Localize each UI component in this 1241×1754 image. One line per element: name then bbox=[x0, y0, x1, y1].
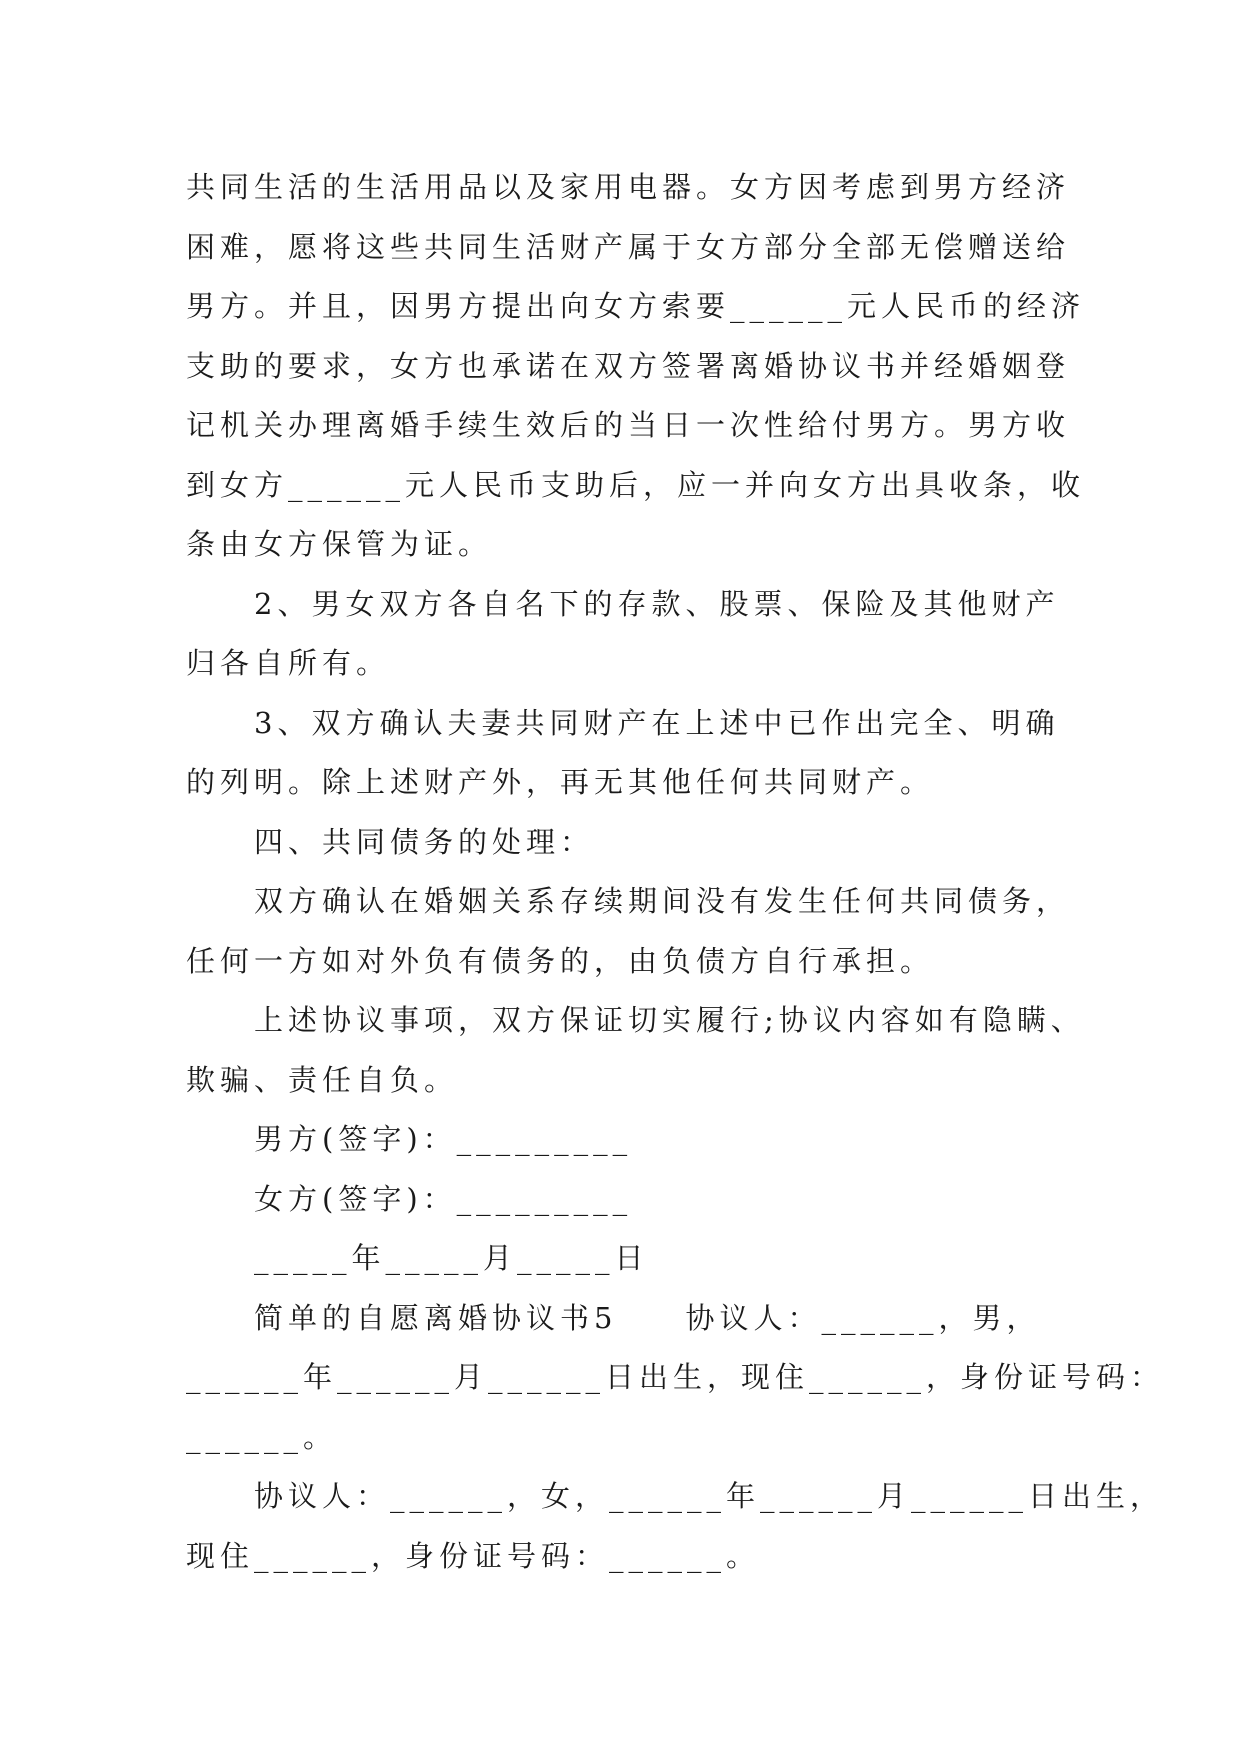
text-line: 男方。并且，因男方提出向女方索要______元人民币的经济 bbox=[186, 289, 1086, 323]
text-line: 协议人：______，女，______年______月______日出生， bbox=[254, 1479, 1165, 1513]
text-line: 双方确认在婚姻关系存续期间没有发生任何共同债务， bbox=[254, 884, 1071, 918]
text-line: 到女方______元人民币支助后，应一并向女方出具收条，收 bbox=[186, 467, 1086, 502]
text-line: 四、共同债务的处理： bbox=[254, 824, 595, 859]
text-line: 上述协议事项，双方保证切实履行;协议内容如有隐瞒、 bbox=[254, 1003, 1085, 1037]
text-line: 困难，愿将这些共同生活财产属于女方部分全部无偿赠送给 bbox=[186, 229, 1071, 264]
text-line: 男方(签字)：_________ bbox=[254, 1122, 633, 1156]
text-line: _____年_____月_____日 bbox=[254, 1241, 649, 1275]
text-line: 简单的自愿离婚协议书5 协议人：______，男， bbox=[254, 1300, 1041, 1335]
text-line: 记机关办理离婚手续生效后的当日一次性给付男方。男方收 bbox=[186, 408, 1071, 442]
text-line: 现住______，身份证号码：______。 bbox=[186, 1538, 761, 1573]
text-line: 欺骗、责任自负。 bbox=[186, 1062, 459, 1097]
text-line: 归各自所有。 bbox=[186, 646, 391, 680]
text-line: 2、男女双方各自名下的存款、股票、保险及其他财产 bbox=[254, 586, 1060, 621]
text-line: 3、双方确认夫妻共同财产在上述中已作出完全、明确 bbox=[254, 705, 1060, 740]
text-line: 支助的要求，女方也承诺在双方签署离婚协议书并经婚姻登 bbox=[186, 348, 1071, 383]
text-line: 的列明。除上述财产外，再无其他任何共同财产。 bbox=[186, 765, 935, 799]
text-line: 条由女方保管为证。 bbox=[186, 527, 493, 561]
text-line: 任何一方如对外负有债务的，由负债方自行承担。 bbox=[186, 943, 935, 978]
text-line: 女方(签字)：_________ bbox=[254, 1181, 633, 1216]
text-line: ______年______月______日出生，现住______，身份证号码： bbox=[186, 1360, 1165, 1394]
document-body bbox=[186, 158, 1165, 1586]
text-line: 共同生活的生活用品以及家用电器。女方因考虑到男方经济 bbox=[186, 170, 1071, 204]
text-line: ______。 bbox=[186, 1419, 338, 1454]
